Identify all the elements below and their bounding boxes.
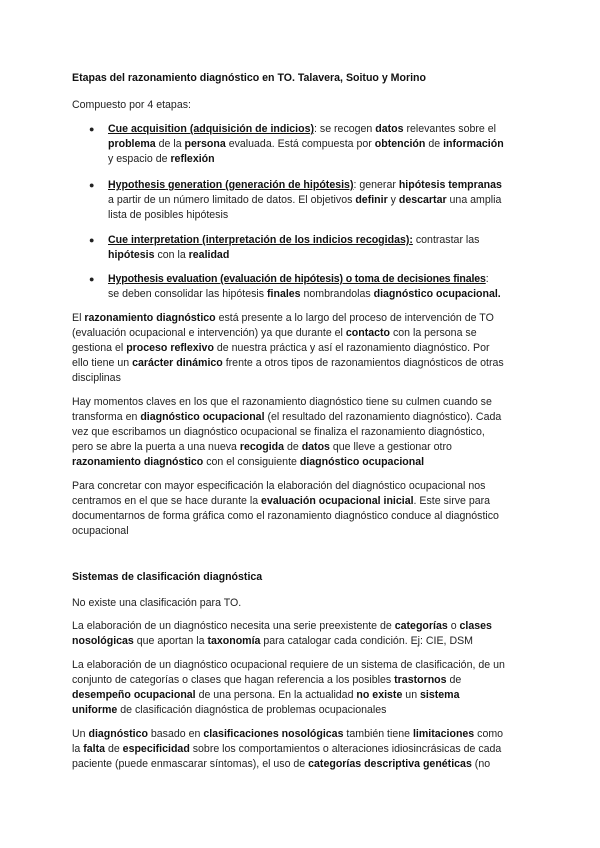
paragraph-line: vez que escribamos un diagnóstico ocupacional se finaliza el razonamiento diagnóstico, [72,426,485,438]
stage-2-line-2: a partir de un número limitado de datos. El objetivos definir y descartar una amplia [108,194,502,206]
paragraph-line: disciplinas [72,372,121,384]
paragraph-line: Un diagnóstico basado en clasificaciones nosológicas también tiene limitaciones como [72,728,504,740]
paragraph-line: transforma en diagnóstico ocupacional (el resultado del razonamiento diagnóstico). Cada [72,411,502,423]
stage-4-line-2: se deben consolidar las hipótesis finales nombrandolas diagnóstico ocupacional. [108,288,501,300]
paragraph-line: El razonamiento diagnóstico está presente a lo largo del proceso de intervención de TO [72,312,494,324]
bullet-icon: ● [89,124,95,134]
stage-3-line-1: Cue interpretation (interpretación de los indicios recogidas): contrastar las [108,234,480,246]
paragraph-line: Hay momentos claves en los que el razonamiento diagnóstico tiene su culmen cuando se [72,396,492,408]
paragraph-line: No existe una clasificación para TO. [72,597,242,609]
paragraph-line: Para concretar con mayor especificación la elaboración del diagnóstico ocupacional nos [72,480,486,492]
intro-text: Compuesto por 4 etapas: [72,99,191,111]
stage-2-line-1: Hypothesis generation (generación de hipótesis): generar hipótesis tempranas [108,179,502,191]
section-title: Etapas del razonamiento diagnóstico en TO. Talavera, Soituo y Morino [72,72,426,84]
stage-2-line-3: lista de posibles hipótesis [108,209,229,221]
bullet-icon: ● [89,235,95,245]
paragraph-line: uniforme de clasificación diagnóstica de problemas ocupacionales [72,704,387,716]
paragraph-line: (evaluación ocupacional e intervención) ya que durante el contacto con la persona se [72,327,477,339]
stage-1-line-1: Cue acquisition (adquisición de indicios): se recogen datos relevantes sobre el [108,123,496,135]
paragraph-line: conjunto de categorías o clases que hagan referencia a los posibles trastornos de [72,674,462,686]
stage-1-line-3: y espacio de reflexión [108,153,215,165]
paragraph-line: ello tiene un carácter dinámico frente a otros tipos de razonamientos diagnósticos de otras [72,357,504,369]
stage-1-line-2: problema de la persona evaluada. Está compuesta por obtención de información [108,138,504,150]
paragraph-line: La elaboración de un diagnóstico ocupacional requiere de un sistema de clasificación, de un [72,659,505,671]
stage-3-line-2: hipótesis con la realidad [108,249,230,261]
paragraph-line: desempeño ocupacional de una persona. En la actualidad no existe un sistema [72,689,460,701]
paragraph-line: gestiona el proceso reflexivo de nuestra práctica y así el razonamiento diagnóstico. Por [72,342,490,354]
paragraph-line: la falta de especificidad sobre los comportamientos o alteraciones idiosincrásicas de cada [72,743,502,755]
section-title: Sistemas de clasificación diagnóstica [72,571,263,583]
paragraph-line: ocupacional [72,525,129,537]
paragraph-line: La elaboración de un diagnóstico necesita una serie preexistente de categorías o clases [72,620,492,632]
paragraph-line: pero se abre la puerta a una nueva recogida de datos que lleve a gestionar otro [72,441,452,453]
bullet-icon: ● [89,180,95,190]
paragraph-line: razonamiento diagnóstico con el consiguiente diagnóstico ocupacional [72,456,425,468]
paragraph-line: documentarnos de forma gráfica como el razonamiento diagnóstico conduce al diagnóstico [72,510,499,522]
paragraph-line: centramos en el que se hace durante la evaluación ocupacional inicial. Este sirve para [72,495,491,507]
stage-4-line-1: Hypothesis evaluation (evaluación de hipótesis) o toma de decisiones finales: [108,273,489,285]
paragraph-line: paciente (puede enmascarar síntomas), el uso de categorías descriptiva genéticas (no [72,758,491,770]
bullet-icon: ● [89,274,95,284]
paragraph-line: nosológicas que aportan la taxonomía para catalogar cada condición. Ej: CIE, DSM [72,635,473,647]
